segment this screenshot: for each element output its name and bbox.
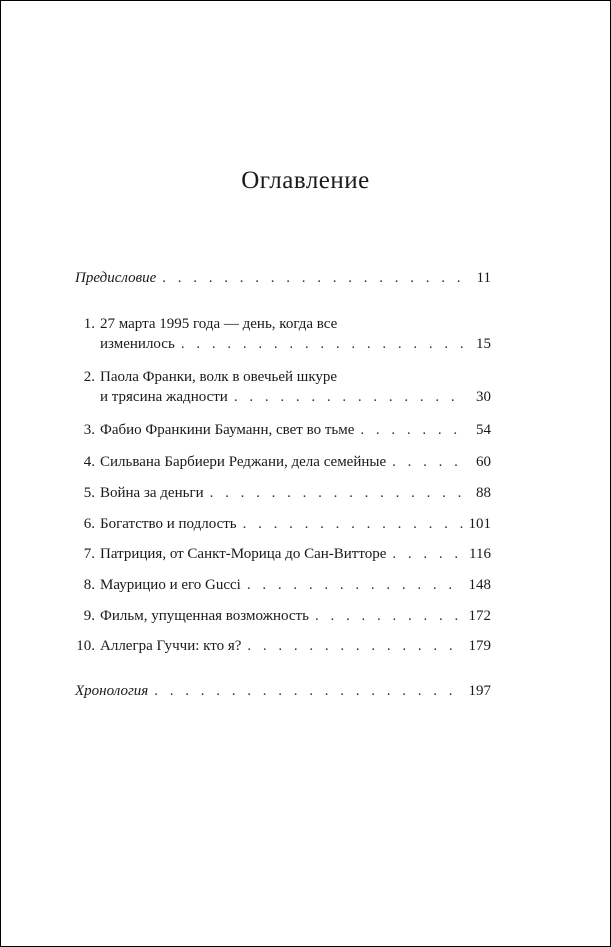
dot-leader — [392, 544, 463, 564]
chapter-title-line2: изменилось — [100, 336, 175, 352]
chapter-title: Маурицио и его Gucci — [100, 577, 241, 593]
dot-leader — [247, 575, 463, 595]
toc-entry-label: Предисловие — [75, 270, 157, 286]
chapter-number: 6. — [83, 516, 95, 532]
chapter-title: Сильвана Барбиери Реджани, дела семейные — [100, 454, 387, 470]
chapter-title-line1: Паола Франки, волк в овечьей шкуре — [100, 369, 338, 385]
chapter-number: 5. — [83, 485, 95, 501]
toc-page-number: 179 — [468, 638, 491, 654]
chapter-title: Патриция, от Санкт-Морица до Сан-Витторе — [100, 546, 387, 562]
dot-leader — [154, 681, 462, 701]
toc-page-number: 88 — [476, 485, 491, 501]
dot-leader — [315, 606, 463, 626]
chapter-number: 4. — [83, 454, 95, 470]
toc-page-number: 11 — [476, 270, 491, 286]
dot-leader — [210, 483, 463, 503]
toc-page-number: 60 — [476, 454, 491, 470]
dot-leader — [247, 636, 462, 656]
toc-entry-label: Хронология — [75, 683, 149, 699]
dot-leader — [392, 452, 463, 472]
chapter-title: Война за деньги — [100, 485, 204, 501]
chapter-number: 1. — [83, 316, 95, 332]
chapter-title: Фильм, упущенная возможность — [100, 608, 309, 624]
chapter-title: Аллегра Гуччи: кто я? — [100, 638, 242, 654]
toc-page-number: 54 — [476, 422, 491, 438]
dot-leader — [162, 268, 463, 288]
toc-page-number: 197 — [468, 683, 491, 699]
chapter-title-line2: и трясина жадности — [100, 389, 228, 405]
dot-leader — [181, 334, 463, 354]
chapter-title-line1: 27 марта 1995 года — день, когда все — [100, 316, 338, 332]
chapter-number: 3. — [83, 422, 95, 438]
dot-leader — [234, 387, 463, 407]
chapter-title: Богатство и подлость — [100, 516, 237, 532]
chapter-title: Фабио Франкини Бауманн, свет во тьме — [100, 422, 355, 438]
chapter-number: 2. — [83, 369, 95, 385]
toc-page-number: 30 — [476, 389, 491, 405]
page-title: Оглавление — [241, 167, 370, 194]
chapter-number: 8. — [83, 577, 95, 593]
toc-page-number: 172 — [468, 608, 491, 624]
dot-leader — [360, 420, 463, 440]
toc-page-number: 148 — [468, 577, 491, 593]
toc-page-number: 15 — [476, 336, 491, 352]
chapter-number: 7. — [83, 546, 95, 562]
toc-page-number: 101 — [468, 516, 491, 532]
chapter-number: 9. — [83, 608, 95, 624]
chapter-number: 10. — [76, 638, 95, 654]
toc-page-number: 116 — [469, 546, 491, 562]
dot-leader — [243, 514, 463, 534]
